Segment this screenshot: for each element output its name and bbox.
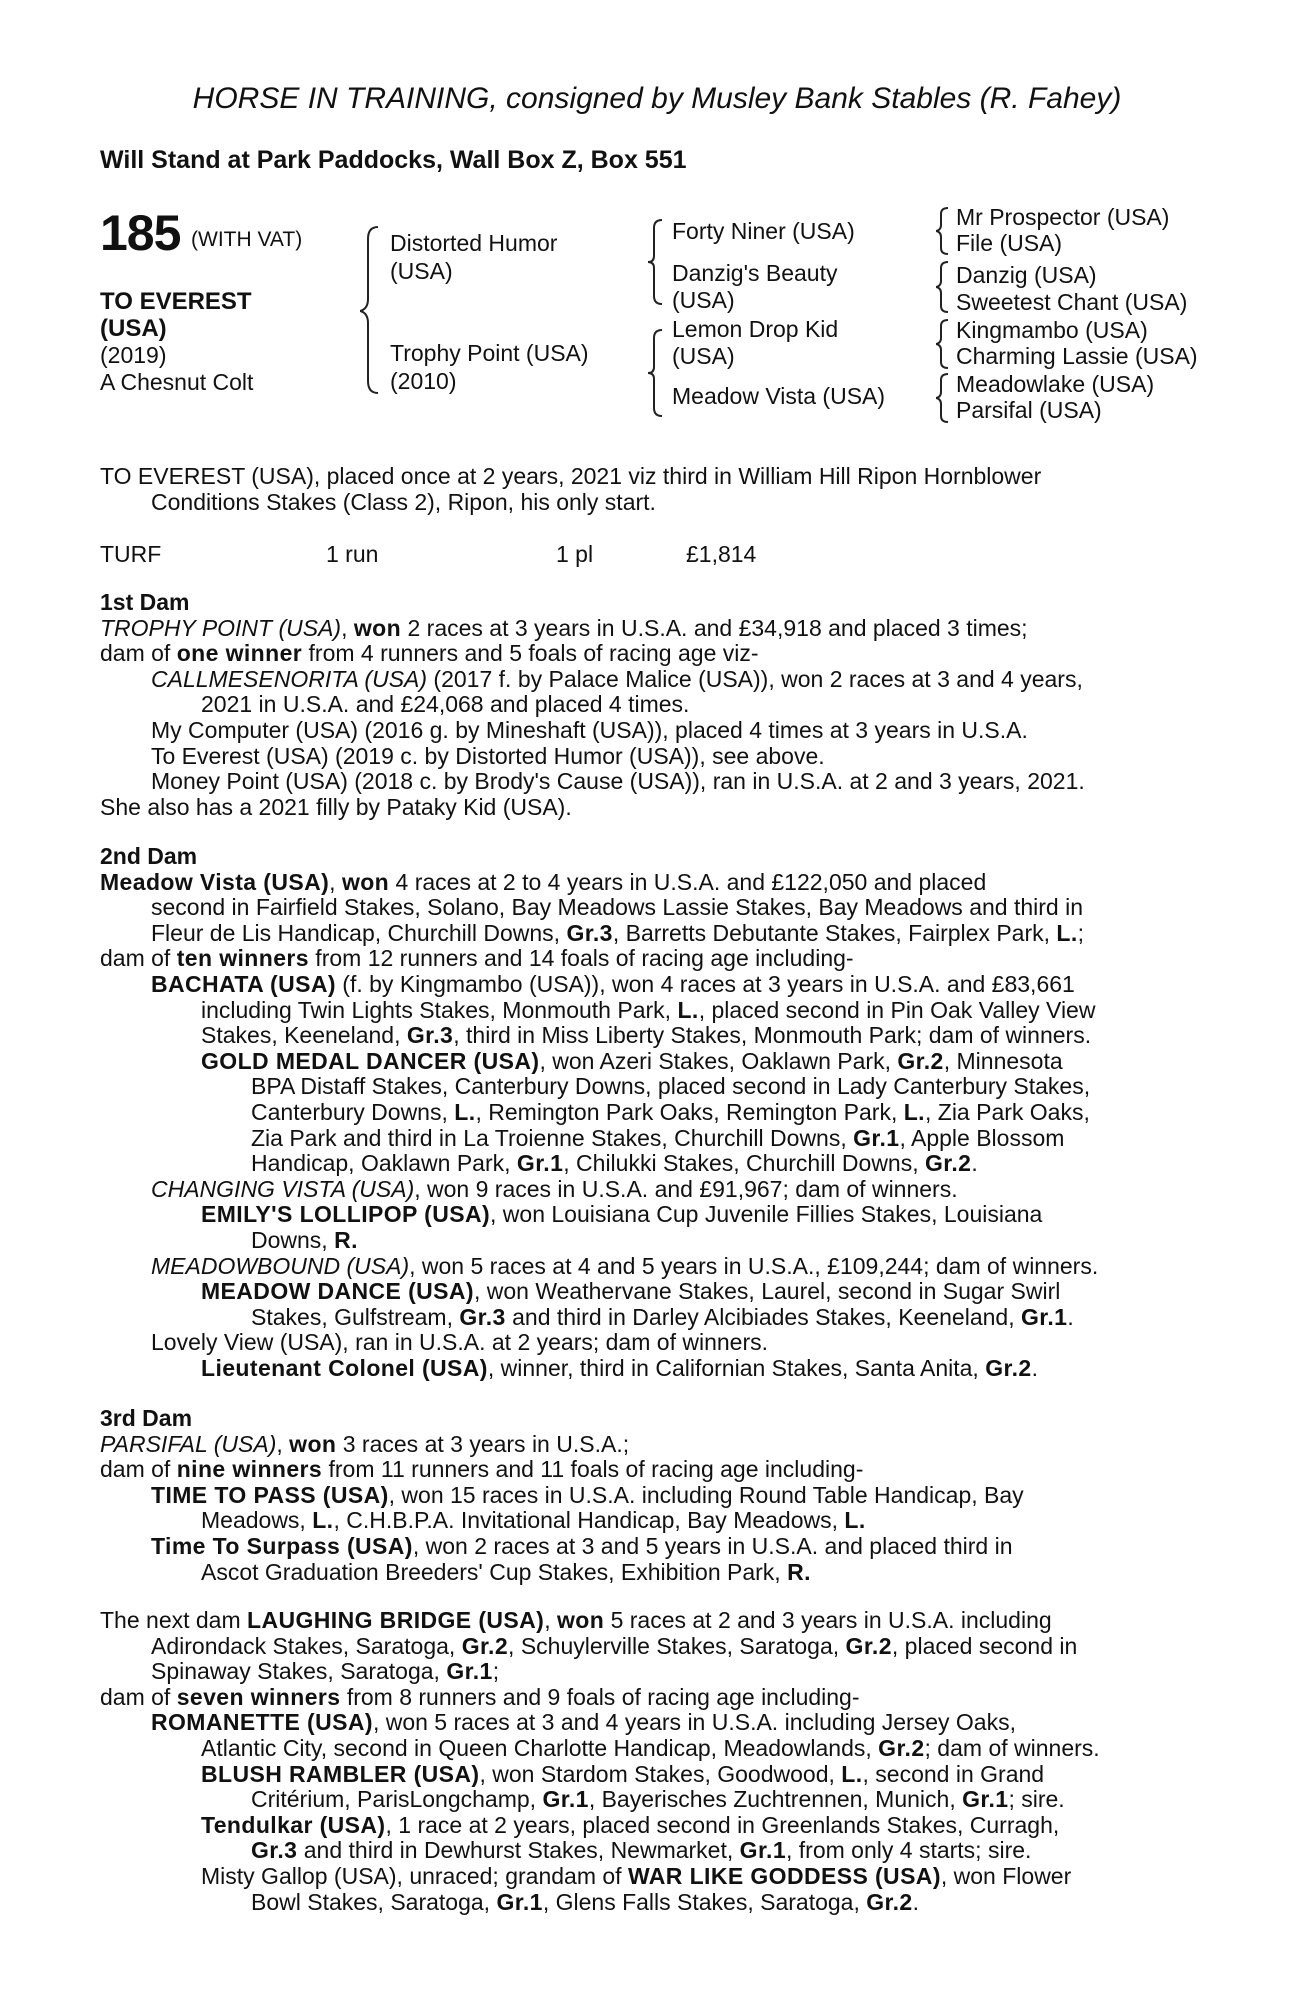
text-run: , placed second in Pin Oak Valley View bbox=[698, 996, 1096, 1023]
text-run: Stakes, Gulfstream, bbox=[251, 1303, 460, 1330]
dam-dam: Meadow Vista (USA) bbox=[672, 383, 886, 409]
race-summary bbox=[100, 464, 1206, 515]
text-run: Fleur de Lis Handicap, Churchill Downs, bbox=[151, 919, 567, 946]
text-run: EMILY'S LOLLIPOP (USA) bbox=[201, 1201, 491, 1228]
produce-item: My Computer (USA) (2016 g. by Mineshaft (USA)), placed 4 times at 3 years in U.S.A. bbox=[151, 716, 1028, 743]
text-run: Gr.1 bbox=[496, 1888, 543, 1915]
gen3-3: Danzig (USA) bbox=[956, 262, 1097, 288]
first-dam-section bbox=[100, 590, 1206, 820]
text-run: MEADOWBOUND (USA) bbox=[151, 1252, 410, 1279]
text-run: dam of bbox=[100, 945, 177, 972]
produce-item bbox=[100, 1710, 1206, 1736]
dam-year: (2010) bbox=[390, 368, 457, 394]
produce-item bbox=[100, 1813, 1206, 1839]
text-run: . bbox=[1031, 1354, 1038, 1381]
sire-sire: Forty Niner (USA) bbox=[672, 218, 855, 244]
text-run: Tendulkar (USA) bbox=[201, 1811, 386, 1838]
text-run: Time To Surpass (USA) bbox=[151, 1532, 413, 1559]
second-dam-line bbox=[100, 870, 1206, 896]
text-run: , won 5 races at 4 and 5 years in U.S.A., £109,244; dam of winners. bbox=[409, 1252, 1099, 1279]
second-dam-heading: 2nd Dam bbox=[100, 843, 198, 869]
text-run: The next dam bbox=[100, 1607, 248, 1633]
text-run: MEADOW DANCE (USA) bbox=[201, 1278, 474, 1305]
pedigree-brace-g3d bbox=[936, 372, 954, 424]
produce-item-cont: 2021 in U.S.A. and £24,068 and placed 4 times. bbox=[201, 691, 690, 718]
record-placed: 1 pl bbox=[556, 541, 594, 567]
pedigree-brace-g3c bbox=[936, 318, 954, 370]
text-run: , Minnesota bbox=[943, 1047, 1063, 1074]
produce-item bbox=[100, 1534, 1206, 1560]
text-run: Gr.1 bbox=[853, 1124, 900, 1151]
third-dam-heading: 3rd Dam bbox=[100, 1405, 193, 1431]
gen3-8: Parsifal (USA) bbox=[956, 397, 1102, 423]
text-run: TIME TO PASS (USA) bbox=[151, 1481, 389, 1508]
text-run: . bbox=[971, 1150, 978, 1177]
gen3-5: Kingmambo (USA) bbox=[956, 317, 1148, 343]
gen3-1: Mr Prospector (USA) bbox=[956, 204, 1170, 230]
produce-item-cont bbox=[100, 1228, 1206, 1254]
text-run: TROPHY POINT (USA) bbox=[100, 614, 342, 641]
text-run: L. bbox=[312, 1507, 334, 1534]
text-run: , won Azeri Stakes, Oaklawn Park, bbox=[539, 1047, 898, 1074]
next-dam-line-cont bbox=[100, 1659, 1206, 1685]
record-earnings: £1,814 bbox=[686, 541, 757, 567]
text-run: BACHATA (USA) bbox=[151, 970, 336, 997]
vat-note: (WITH VAT) bbox=[191, 228, 303, 251]
produce-item-cont bbox=[100, 1560, 1206, 1586]
text-run: Gr.3 bbox=[251, 1837, 298, 1864]
produce-item bbox=[100, 667, 1206, 693]
third-dam-section bbox=[100, 1406, 1206, 1585]
text-run: , won Stardom Stakes, Goodwood, bbox=[479, 1760, 842, 1787]
text-run: , bbox=[341, 614, 354, 641]
produce-item bbox=[100, 1049, 1206, 1075]
stand-location: Will Stand at Park Paddocks, Wall Box Z, Box 551 bbox=[100, 146, 687, 174]
text-run: Downs, bbox=[251, 1226, 335, 1253]
produce-item-cont bbox=[100, 1508, 1206, 1534]
horse-description: A Chesnut Colt bbox=[100, 369, 254, 395]
text-run: Handicap, Oaklawn Park, bbox=[251, 1150, 517, 1177]
text-run: from 4 runners and 5 foals of racing age viz- bbox=[302, 640, 759, 667]
gen3-4: Sweetest Chant (USA) bbox=[956, 289, 1188, 315]
text-run: . bbox=[912, 1888, 920, 1915]
text-run: Gr.2 bbox=[866, 1888, 913, 1915]
text-run: , bbox=[276, 1430, 290, 1457]
second-dam-produce-summary bbox=[100, 946, 1206, 972]
text-run: and third in Darley Alcibiades Stakes, Keeneland, bbox=[505, 1303, 1021, 1330]
text-run: Meadow Vista (USA) bbox=[100, 868, 330, 895]
summary-line1: TO EVEREST (USA), placed once at 2 years, 2021 viz third in William Hill Ripon Hornblower bbox=[100, 463, 1042, 489]
text-run: Zia Park and third in La Troienne Stakes, Churchill Downs, bbox=[251, 1124, 854, 1151]
produce-item: Money Point (USA) (2018 c. by Brody's Cause (USA)), ran in U.S.A. at 2 and 3 years, 2021. bbox=[151, 768, 1085, 795]
horse-country: (USA) bbox=[100, 315, 167, 342]
text-run: , won Flower bbox=[940, 1862, 1072, 1889]
text-run: Gr.2 bbox=[878, 1734, 925, 1761]
produce-item: To Everest (USA) (2019 c. by Distorted Humor (USA)), see above. bbox=[151, 742, 825, 769]
produce-item bbox=[100, 1356, 1206, 1382]
text-run: Spinaway Stakes, Saratoga, bbox=[151, 1658, 447, 1685]
produce-item bbox=[100, 1483, 1206, 1509]
pedigree-brace-gen1 bbox=[360, 225, 390, 395]
text-run: , from only 4 starts; sire. bbox=[786, 1837, 1032, 1864]
produce-item bbox=[100, 1762, 1206, 1788]
text-run: , bbox=[544, 1607, 557, 1633]
text-run: . bbox=[1067, 1303, 1074, 1330]
text-run: 4 races at 2 to 4 years in U.S.A. and £122,050 and placed bbox=[389, 868, 987, 895]
produce-item-cont bbox=[100, 1736, 1206, 1762]
horse-year: (2019) bbox=[100, 342, 167, 368]
text-run: , Bayerisches Zuchtrennen, Munich, bbox=[588, 1786, 963, 1813]
gen3-6: Charming Lassie (USA) bbox=[956, 343, 1198, 369]
produce-item-cont: BPA Distaff Stakes, Canterbury Downs, placed second in Lady Canterbury Stakes, bbox=[251, 1073, 1091, 1100]
produce-item bbox=[100, 972, 1206, 998]
text-run: from 11 runners and 11 foals of racing age including- bbox=[322, 1456, 864, 1483]
text-run: Adirondack Stakes, Saratoga, bbox=[151, 1632, 462, 1659]
text-run: Ascot Graduation Breeders' Cup Stakes, Exhibition Park, bbox=[201, 1558, 788, 1585]
second-dam-section bbox=[100, 844, 1206, 1381]
text-run: , won 2 races at 3 and 5 years in U.S.A. and placed third in bbox=[412, 1532, 1013, 1559]
produce-item bbox=[100, 1202, 1206, 1228]
text-run: 5 races at 2 and 3 years in U.S.A. including bbox=[604, 1607, 1052, 1633]
text-run: R. bbox=[787, 1558, 811, 1585]
text-run: , Barretts Debutante Stakes, Fairplex Park, bbox=[612, 919, 1057, 946]
second-dam-line-cont: second in Fairfield Stakes, Solano, Bay Meadows Lassie Stakes, Bay Meadows and third in bbox=[151, 894, 1083, 921]
text-run: BLUSH RAMBLER (USA) bbox=[201, 1760, 480, 1787]
text-run: Gr.1 bbox=[739, 1837, 787, 1864]
text-run: Lieutenant Colonel (USA) bbox=[201, 1354, 488, 1381]
produce-item-cont bbox=[100, 1305, 1206, 1331]
text-run: ; bbox=[492, 1658, 500, 1685]
text-run: , Zia Park Oaks, bbox=[924, 1098, 1090, 1125]
next-dam-section bbox=[100, 1608, 1206, 1915]
produce-item bbox=[100, 1864, 1206, 1890]
pedigree-brace-sire bbox=[648, 218, 670, 306]
text-run: won bbox=[353, 614, 402, 641]
produce-item: Lovely View (USA), ran in U.S.A. at 2 years; dam of winners. bbox=[151, 1329, 768, 1356]
third-dam-line bbox=[100, 1432, 1206, 1458]
produce-item-cont bbox=[100, 1126, 1206, 1152]
text-run: ; dam of winners. bbox=[924, 1734, 1100, 1761]
produce-item-cont bbox=[100, 1890, 1206, 1916]
text-run: , 1 race at 2 years, placed second in Greenlands Stakes, Curragh, bbox=[385, 1811, 1060, 1838]
text-run: L. bbox=[1056, 919, 1078, 946]
produce-item-cont bbox=[100, 1100, 1206, 1126]
text-run: from 12 runners and 14 foals of racing age including- bbox=[308, 945, 854, 972]
text-run: , won Weathervane Stakes, Laurel, second in Sugar Swirl bbox=[473, 1278, 1061, 1305]
text-run: Gr.1 bbox=[446, 1658, 493, 1685]
gen3-7: Meadowlake (USA) bbox=[956, 371, 1155, 397]
text-run: , won 5 races at 3 and 4 years in U.S.A. including Jersey Oaks, bbox=[372, 1709, 1016, 1736]
produce-item bbox=[100, 1279, 1206, 1305]
text-run: , Chilukki Stakes, Churchill Downs, bbox=[563, 1150, 925, 1177]
text-run: CHANGING VISTA (USA) bbox=[151, 1175, 415, 1202]
text-run: , Schuylerville Stakes, Saratoga, bbox=[508, 1632, 846, 1659]
text-run: Gr.2 bbox=[897, 1047, 944, 1074]
text-run: won bbox=[556, 1607, 605, 1633]
horse-name: TO EVEREST bbox=[100, 288, 252, 315]
produce-item-cont bbox=[100, 1787, 1206, 1813]
sire-name: Distorted Humor bbox=[390, 230, 558, 256]
text-run: Canterbury Downs, bbox=[251, 1098, 455, 1125]
pedigree-brace-g3b bbox=[936, 260, 954, 314]
text-run: , bbox=[329, 868, 342, 895]
text-run: ; bbox=[1077, 919, 1085, 946]
sire-dam-line2: (USA) bbox=[672, 287, 735, 313]
text-run: won bbox=[341, 868, 390, 895]
text-run: Meadows, bbox=[201, 1507, 313, 1534]
text-run: , Remington Park Oaks, Remington Park, bbox=[475, 1098, 904, 1125]
text-run: dam of bbox=[100, 1683, 177, 1710]
first-dam-produce-summary bbox=[100, 641, 1206, 667]
text-run: ; sire. bbox=[1008, 1786, 1065, 1813]
text-run: Gr.1 bbox=[542, 1786, 589, 1813]
text-run: L. bbox=[841, 1760, 863, 1787]
text-run: GOLD MEDAL DANCER (USA) bbox=[201, 1047, 540, 1074]
text-run: Gr.3 bbox=[459, 1303, 506, 1330]
text-run: Critérium, ParisLongchamp, bbox=[251, 1786, 543, 1813]
text-run: , third in Miss Liberty Stakes, Monmouth Park; dam of winners. bbox=[453, 1022, 1092, 1049]
record-surface: TURF bbox=[100, 541, 162, 567]
first-dam-heading: 1st Dam bbox=[100, 589, 190, 615]
text-run: Gr.2 bbox=[845, 1632, 892, 1659]
text-run: , won 15 races in U.S.A. including Round Table Handicap, Bay bbox=[388, 1481, 1024, 1508]
summary-line2: Conditions Stakes (Class 2), Ripon, his only start. bbox=[151, 488, 656, 515]
text-run: , C.H.B.P.A. Invitational Handicap, Bay Meadows, bbox=[333, 1507, 845, 1534]
text-run: 3 races at 3 years in U.S.A.; bbox=[336, 1430, 630, 1457]
text-run: (2017 f. by Palace Malice (USA)), won 2 races at 3 and 4 years, bbox=[427, 665, 1083, 692]
text-run: L. bbox=[677, 996, 699, 1023]
first-dam-note: She also has a 2021 filly by Pataky Kid (USA). bbox=[100, 793, 572, 820]
text-run: PARSIFAL (USA) bbox=[100, 1430, 277, 1457]
text-run: , won 9 races in U.S.A. and £91,967; dam of winners. bbox=[414, 1175, 958, 1202]
text-run: , Glens Falls Stakes, Saratoga, bbox=[542, 1888, 867, 1915]
text-run: Gr.1 bbox=[962, 1786, 1009, 1813]
next-dam-line-cont bbox=[100, 1634, 1206, 1660]
text-run: LAUGHING BRIDGE (USA) bbox=[247, 1607, 545, 1633]
dam-name: Trophy Point (USA) bbox=[390, 340, 589, 366]
text-run: , second in Grand bbox=[862, 1760, 1045, 1787]
text-run: dam of bbox=[100, 640, 177, 667]
second-dam-line-cont bbox=[100, 921, 1206, 947]
text-run: Gr.2 bbox=[985, 1354, 1032, 1381]
produce-item bbox=[100, 1177, 1206, 1203]
text-run: L. bbox=[903, 1098, 925, 1125]
text-run: , won Louisiana Cup Juvenile Fillies Stakes, Louisiana bbox=[490, 1201, 1043, 1228]
text-run: Misty Gallop (USA), unraced; grandam of bbox=[201, 1862, 628, 1889]
text-run: Gr.3 bbox=[406, 1022, 454, 1049]
gen3-2: File (USA) bbox=[956, 230, 1063, 256]
text-run: Gr.2 bbox=[925, 1150, 972, 1177]
text-run: nine winners bbox=[176, 1456, 323, 1483]
text-run: from 8 runners and 9 foals of racing age including- bbox=[340, 1683, 860, 1710]
text-run: ROMANETTE (USA) bbox=[151, 1709, 373, 1736]
text-run: , placed second in bbox=[891, 1632, 1078, 1659]
text-run: Gr.2 bbox=[461, 1632, 509, 1659]
text-run: Gr.1 bbox=[516, 1150, 564, 1177]
text-run: 2 races at 3 years in U.S.A. and £34,918 and placed 3 times; bbox=[401, 614, 1028, 641]
text-run: dam of bbox=[100, 1456, 177, 1483]
text-run: Bowl Stakes, Saratoga, bbox=[251, 1888, 497, 1915]
produce-item-cont bbox=[100, 1838, 1206, 1864]
text-run: WAR LIKE GODDESS (USA) bbox=[627, 1862, 941, 1889]
text-run: ten winners bbox=[176, 945, 309, 972]
text-run: L. bbox=[454, 1098, 476, 1125]
text-run: , winner, third in Californian Stakes, Santa Anita, bbox=[487, 1354, 986, 1381]
dam-sire-line1: Lemon Drop Kid bbox=[672, 316, 839, 342]
sire-country: (USA) bbox=[390, 258, 453, 284]
page-header: HORSE IN TRAINING, consigned by Musley Bank Stables (R. Fahey) bbox=[192, 82, 1122, 115]
text-run: including Twin Lights Stakes, Monmouth Park, bbox=[201, 996, 678, 1023]
text-run: Stakes, Keeneland, bbox=[201, 1022, 407, 1049]
next-dam-produce-summary bbox=[100, 1685, 1206, 1711]
text-run: , Apple Blossom bbox=[899, 1124, 1065, 1151]
produce-item-cont bbox=[100, 1023, 1206, 1049]
pedigree-brace-g3a bbox=[936, 206, 954, 256]
text-run: one winner bbox=[176, 640, 303, 667]
text-run: R. bbox=[334, 1226, 358, 1253]
lot-number: 185 bbox=[100, 205, 181, 261]
produce-item bbox=[100, 1254, 1206, 1280]
text-run: and third in Dewhurst Stakes, Newmarket, bbox=[297, 1837, 740, 1864]
first-dam-line bbox=[100, 616, 1206, 642]
text-run: (f. by Kingmambo (USA)), won 4 races at 3 years in U.S.A. and £83,661 bbox=[335, 970, 1075, 997]
dam-sire-line2: (USA) bbox=[672, 343, 735, 369]
sire-dam-line1: Danzig's Beauty bbox=[672, 260, 838, 286]
pedigree-brace-dam bbox=[648, 328, 670, 418]
text-run: seven winners bbox=[176, 1683, 341, 1710]
text-run: CALLMESENORITA (USA) bbox=[151, 665, 428, 692]
text-run: Atlantic City, second in Queen Charlotte Handicap, Meadowlands, bbox=[201, 1734, 879, 1761]
text-run: Gr.3 bbox=[566, 919, 613, 946]
next-dam-line bbox=[100, 1608, 1206, 1634]
record-runs: 1 run bbox=[326, 541, 379, 567]
text-run: L. bbox=[844, 1507, 866, 1534]
produce-item-cont bbox=[100, 998, 1206, 1024]
text-run: Gr.1 bbox=[1020, 1303, 1068, 1330]
produce-item-cont bbox=[100, 1151, 1206, 1177]
third-dam-produce-summary bbox=[100, 1457, 1206, 1483]
text-run: won bbox=[289, 1430, 337, 1457]
